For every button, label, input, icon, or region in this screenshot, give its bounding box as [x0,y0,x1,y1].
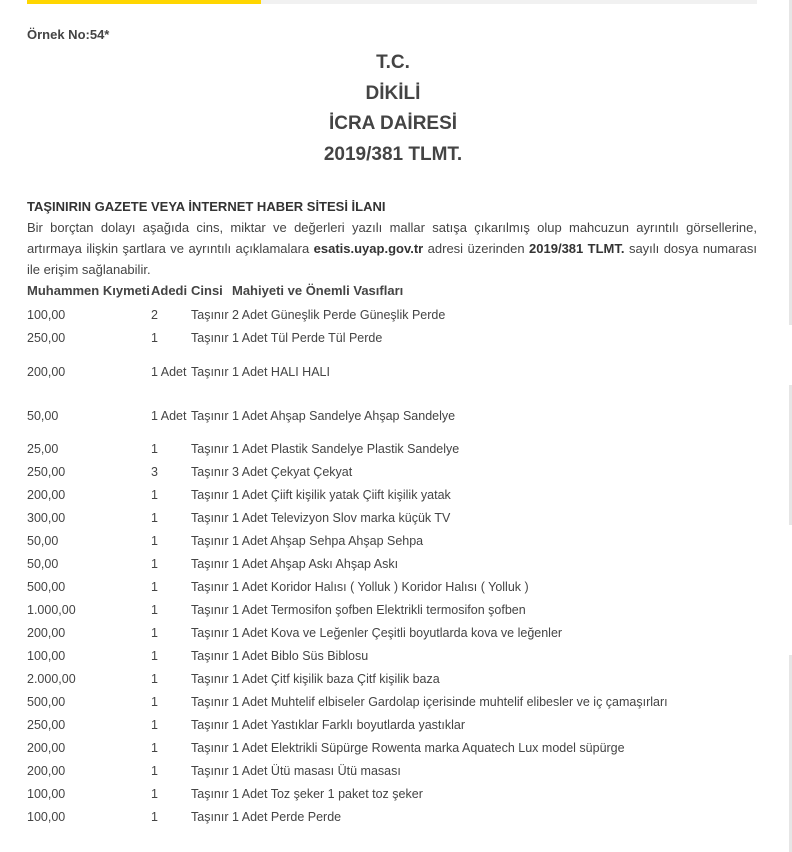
cell-desc: 1 Adet Plastik Sandelye Plastik Sandelye [232,442,460,456]
header-line: İCRA DAİRESİ [328,113,458,134]
cell-qty: 1 [151,741,158,755]
cell-type: Taşınır [191,364,229,379]
cell-type: Taşınır [191,442,229,456]
table-row [27,484,668,507]
cell-type: Taşınır [191,603,229,617]
table-row [27,737,668,760]
cell-qty: 1 [151,787,158,801]
cell-type: Taşınır [191,810,229,824]
file-number: 2019/381 TLMT. [529,241,625,256]
cell-value: 100,00 [27,308,66,322]
cell-desc: 1 Adet Yastıklar Farklı boyutlarda yastıklar [232,718,465,732]
table-row [27,599,668,622]
cell-desc: 2 Adet Güneşlik Perde Güneşlik Perde [232,308,446,322]
items-table [27,280,668,829]
table-row [27,553,668,576]
cell-value: 200,00 [27,741,66,755]
cell-value: 50,00 [27,534,59,548]
cell-qty: 1 [151,764,158,778]
cell-type: Taşınır [191,672,229,686]
cell-value: 250,00 [27,718,66,732]
cell-qty: 1 [151,718,158,732]
cell-value: 250,00 [27,331,66,345]
cell-desc: 1 Adet Çiift kişilik yatak Çiift kişilik yatak [232,488,451,502]
cell-desc: 1 Adet Koridor Halısı ( Yolluk ) Koridor Halısı ( Yolluk ) [232,580,529,594]
table-row [27,622,668,645]
cell-type: Taşınır [191,408,229,423]
cell-qty: 1 [151,331,158,345]
table-row [27,691,668,714]
cell-qty: 1 [151,695,158,709]
cell-type: Taşınır [191,741,229,755]
table-row [27,438,668,461]
table-row [27,760,668,783]
cell-qty: 1 [151,511,158,525]
cell-type: Taşınır [191,695,229,709]
cell-type: Taşınır [191,580,229,594]
cell-value: 25,00 [27,442,59,456]
cell-qty: 1 Adet [151,408,187,423]
cell-desc: 1 Adet Biblo Süs Biblosu [232,649,369,663]
cell-qty: 1 [151,557,158,571]
cell-value: 50,00 [27,408,59,423]
table-row [27,327,668,350]
cell-desc: 1 Adet Ahşap Askı Ahşap Askı [232,557,399,571]
site-link[interactable]: esatis.uyap.gov.tr [313,241,424,256]
header-qty: Adedi [151,283,188,298]
reading-progress-fill [27,0,261,4]
notice-title: TAŞINIRIN GAZETE VEYA İNTERNET HABER SİTESİ İLANI [27,199,386,214]
cell-value: 300,00 [27,511,66,525]
table-row [27,394,668,438]
cell-desc: 1 Adet Termosifon şofben Elektrikli termosifon şofben [232,603,526,617]
header-desc: Mahiyeti ve Önemli Vasıfları [232,283,404,298]
table-body [27,304,668,829]
cell-desc: 1 Adet Tül Perde Tül Perde [232,331,383,345]
cell-value: 500,00 [27,695,66,709]
cell-qty: 1 [151,672,158,686]
cell-type: Taşınır [191,626,229,640]
table-row [27,530,668,553]
table-row [27,576,668,599]
cell-qty: 1 [151,488,158,502]
cell-value: 200,00 [27,488,66,502]
table-row [27,461,668,484]
cell-type: Taşınır [191,308,229,322]
cell-desc: 1 Adet Muhtelif elbiseler Gardolap içerisinde muhtelif elibesler ve iç çamaşırları [232,695,668,709]
cell-type: Taşınır [191,649,229,663]
cell-type: Taşınır [191,331,229,345]
cell-qty: 3 [151,465,158,479]
cell-type: Taşınır [191,465,229,479]
table-row [27,304,668,327]
header-value: Muhammen Kıymeti [27,283,150,298]
header-type: Cinsi [191,283,223,298]
cell-qty: 1 [151,603,158,617]
cell-value: 1.000,00 [27,603,76,617]
cell-type: Taşınır [191,764,229,778]
cell-qty: 1 [151,649,158,663]
header-line: T.C. [376,52,410,73]
cell-value: 500,00 [27,580,66,594]
cell-type: Taşınır [191,511,229,525]
cell-value: 200,00 [27,364,66,379]
cell-value: 250,00 [27,465,66,479]
cell-type: Taşınır [191,488,229,502]
cell-desc: 3 Adet Çekyat Çekyat [232,465,353,479]
cell-desc: 1 Adet Elektrikli Süpürge Rowenta marka Aquatech Lux model süpürge [232,741,625,755]
cell-value: 2.000,00 [27,672,76,686]
header-line: DİKİLİ [365,82,421,104]
article-content [27,26,757,829]
cell-desc: 1 Adet Perde Perde [232,810,342,824]
notice-text [27,217,757,280]
reading-progress-bar [27,0,757,4]
table-row [27,507,668,530]
cell-type: Taşınır [191,787,229,801]
cell-value: 100,00 [27,787,66,801]
table-row [27,645,668,668]
cell-qty: 1 [151,810,158,824]
cell-desc: 1 Adet Kova ve Leğenler Çeşitli boyutlarda kova ve leğenler [232,626,563,640]
cell-desc: 1 Adet Çitf kişilik baza Çitf kişilik baza [232,672,440,686]
cell-qty: 1 [151,534,158,548]
cell-desc: 1 Adet Televizyon Slov marka küçük TV [232,511,451,525]
cell-desc: 1 Adet Ahşap Sandelye Ahşap Sandelye [232,408,456,423]
header-line: 2019/381 TLMT. [323,143,463,165]
notice-text-part: sayılı dosya numarası ile erişim sağlanabilir. [27,241,758,277]
cell-value: 100,00 [27,810,66,824]
cell-qty: 2 [151,308,158,322]
table-row [27,806,668,829]
cell-qty: 1 [151,580,158,594]
cell-qty: 1 [151,442,158,456]
cell-type: Taşınır [191,534,229,548]
cell-desc: 1 Adet Toz şeker 1 paket toz şeker [232,787,423,801]
cell-desc: 1 Adet Ahşap Sehpa Ahşap Sehpa [232,534,424,548]
office-header [27,48,757,170]
table-header-row [27,280,668,304]
notice-text-part: Bir borçtan dolayı aşağıda cins, miktar ve değerleri yazılı mallar satışa çıkarılmış olup mahcuzun ayrıntılı görsellerine, artırmaya ilişkin şartlara ve ayrıntılı açıklamalara [27,220,757,256]
cell-type: Taşınır [191,718,229,732]
table-row [27,783,668,806]
table-row [27,350,668,394]
table-row [27,668,668,691]
cell-desc: 1 Adet Ütü masası Ütü masası [232,764,401,778]
cell-desc: 1 Adet HALI HALI [232,364,330,379]
cell-qty: 1 [151,626,158,640]
table-row [27,714,668,737]
cell-value: 100,00 [27,649,66,663]
cell-qty: 1 Adet [151,364,187,379]
example-number: Örnek No:54* [27,27,110,42]
cell-value: 50,00 [27,557,59,571]
cell-value: 200,00 [27,626,66,640]
cell-value: 200,00 [27,764,66,778]
notice-text-part: adresi üzerinden [427,241,525,256]
cell-type: Taşınır [191,557,229,571]
